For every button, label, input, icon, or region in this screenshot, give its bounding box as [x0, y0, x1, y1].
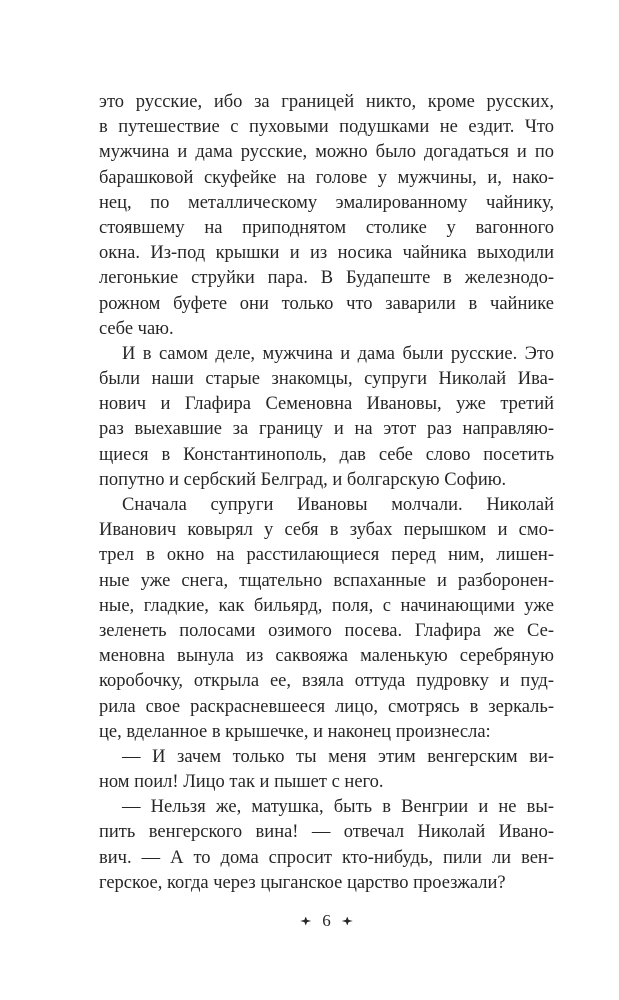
- text-line: Сначала супруги Ивановы молчали. Николай: [122, 495, 554, 515]
- text-line: раз выехавшие за границу и на этот раз направляю-: [99, 419, 554, 440]
- text-line: трел в окно на расстилающиеся перед ним, лишен-: [99, 545, 554, 566]
- text-line: ном поил! Лицо так и пышет с него.: [99, 772, 384, 793]
- text-line: себе чаю.: [99, 318, 174, 339]
- text-line: ные уже снега, тщательно вспаханные и разборонен-: [99, 570, 554, 591]
- page-ornament-icon: [300, 917, 311, 926]
- text-line: — Нельзя же, матушка, быть в Венгрии и не вы-: [122, 797, 554, 818]
- page-ornament-icon: [342, 917, 353, 926]
- text-line: герское, когда через цыганское царство проезжали?: [99, 872, 506, 893]
- text-line: легонькие струйки пара. В Будапеште в железнодо-: [99, 268, 554, 289]
- text-block: [99, 90, 554, 896]
- text-line: — И зачем только ты меня этим венгерским ви-: [122, 746, 554, 767]
- page-footer: [99, 908, 554, 934]
- text-line: И в самом деле, мужчина и дама были русские. Это: [122, 343, 554, 364]
- text-line: це, вделанное в крышечке, и наконец произнесла:: [99, 721, 491, 742]
- text-line: барашковой скуфейке на голове у мужчины, и, нако-: [99, 167, 554, 188]
- text-line: в путешествие с пуховыми подушками не ездит. Что: [99, 117, 554, 138]
- text-line: рила свое раскрасневшееся лицо, смотрясь в зеркаль-: [99, 696, 554, 717]
- text-line: коробочку, открыла ее, взяла оттуда пудровку и пуд-: [99, 671, 554, 692]
- text-line: мужчина и дама русские, можно было догадаться и по: [99, 142, 554, 163]
- page-number: 6: [322, 911, 331, 930]
- text-line: зеленеть полосами озимого посева. Глафира же Се-: [99, 620, 554, 641]
- text-line: нович и Глафира Семеновна Ивановы, уже третий: [99, 394, 554, 415]
- text-line: это русские, ибо за границей никто, кроме русских,: [99, 92, 554, 112]
- text-line: рожном буфете они только что заварили в чайнике: [99, 293, 554, 314]
- text-line: ные, гладкие, как бильярд, поля, с начинающими уже: [99, 595, 554, 616]
- text-line: стоявшему на приподнятом столике у вагонного: [99, 217, 554, 238]
- text-line: пить венгерского вина! — отвечал Николай Ивано-: [99, 822, 554, 843]
- text-line: щиеся в Константинополь, дав себе слово посетить: [99, 444, 554, 465]
- text-line: нец, по металлическому эмалированному чайнику,: [99, 192, 554, 213]
- text-line: вич. — А то дома спросит кто-нибудь, пили ли вен-: [99, 847, 554, 868]
- text-line: меновна вынула из саквояжа маленькую серебряную: [99, 646, 554, 667]
- text-line: окна. Из-под крышки и из носика чайника выходили: [99, 243, 554, 264]
- text-line: были наши старые знакомцы, супруги Николай Ива-: [99, 369, 554, 390]
- text-line: попутно и сербский Белград, и болгарскую Софию.: [99, 469, 507, 490]
- text-line: Иванович ковырял у себя в зубах перышком и смо-: [99, 520, 554, 541]
